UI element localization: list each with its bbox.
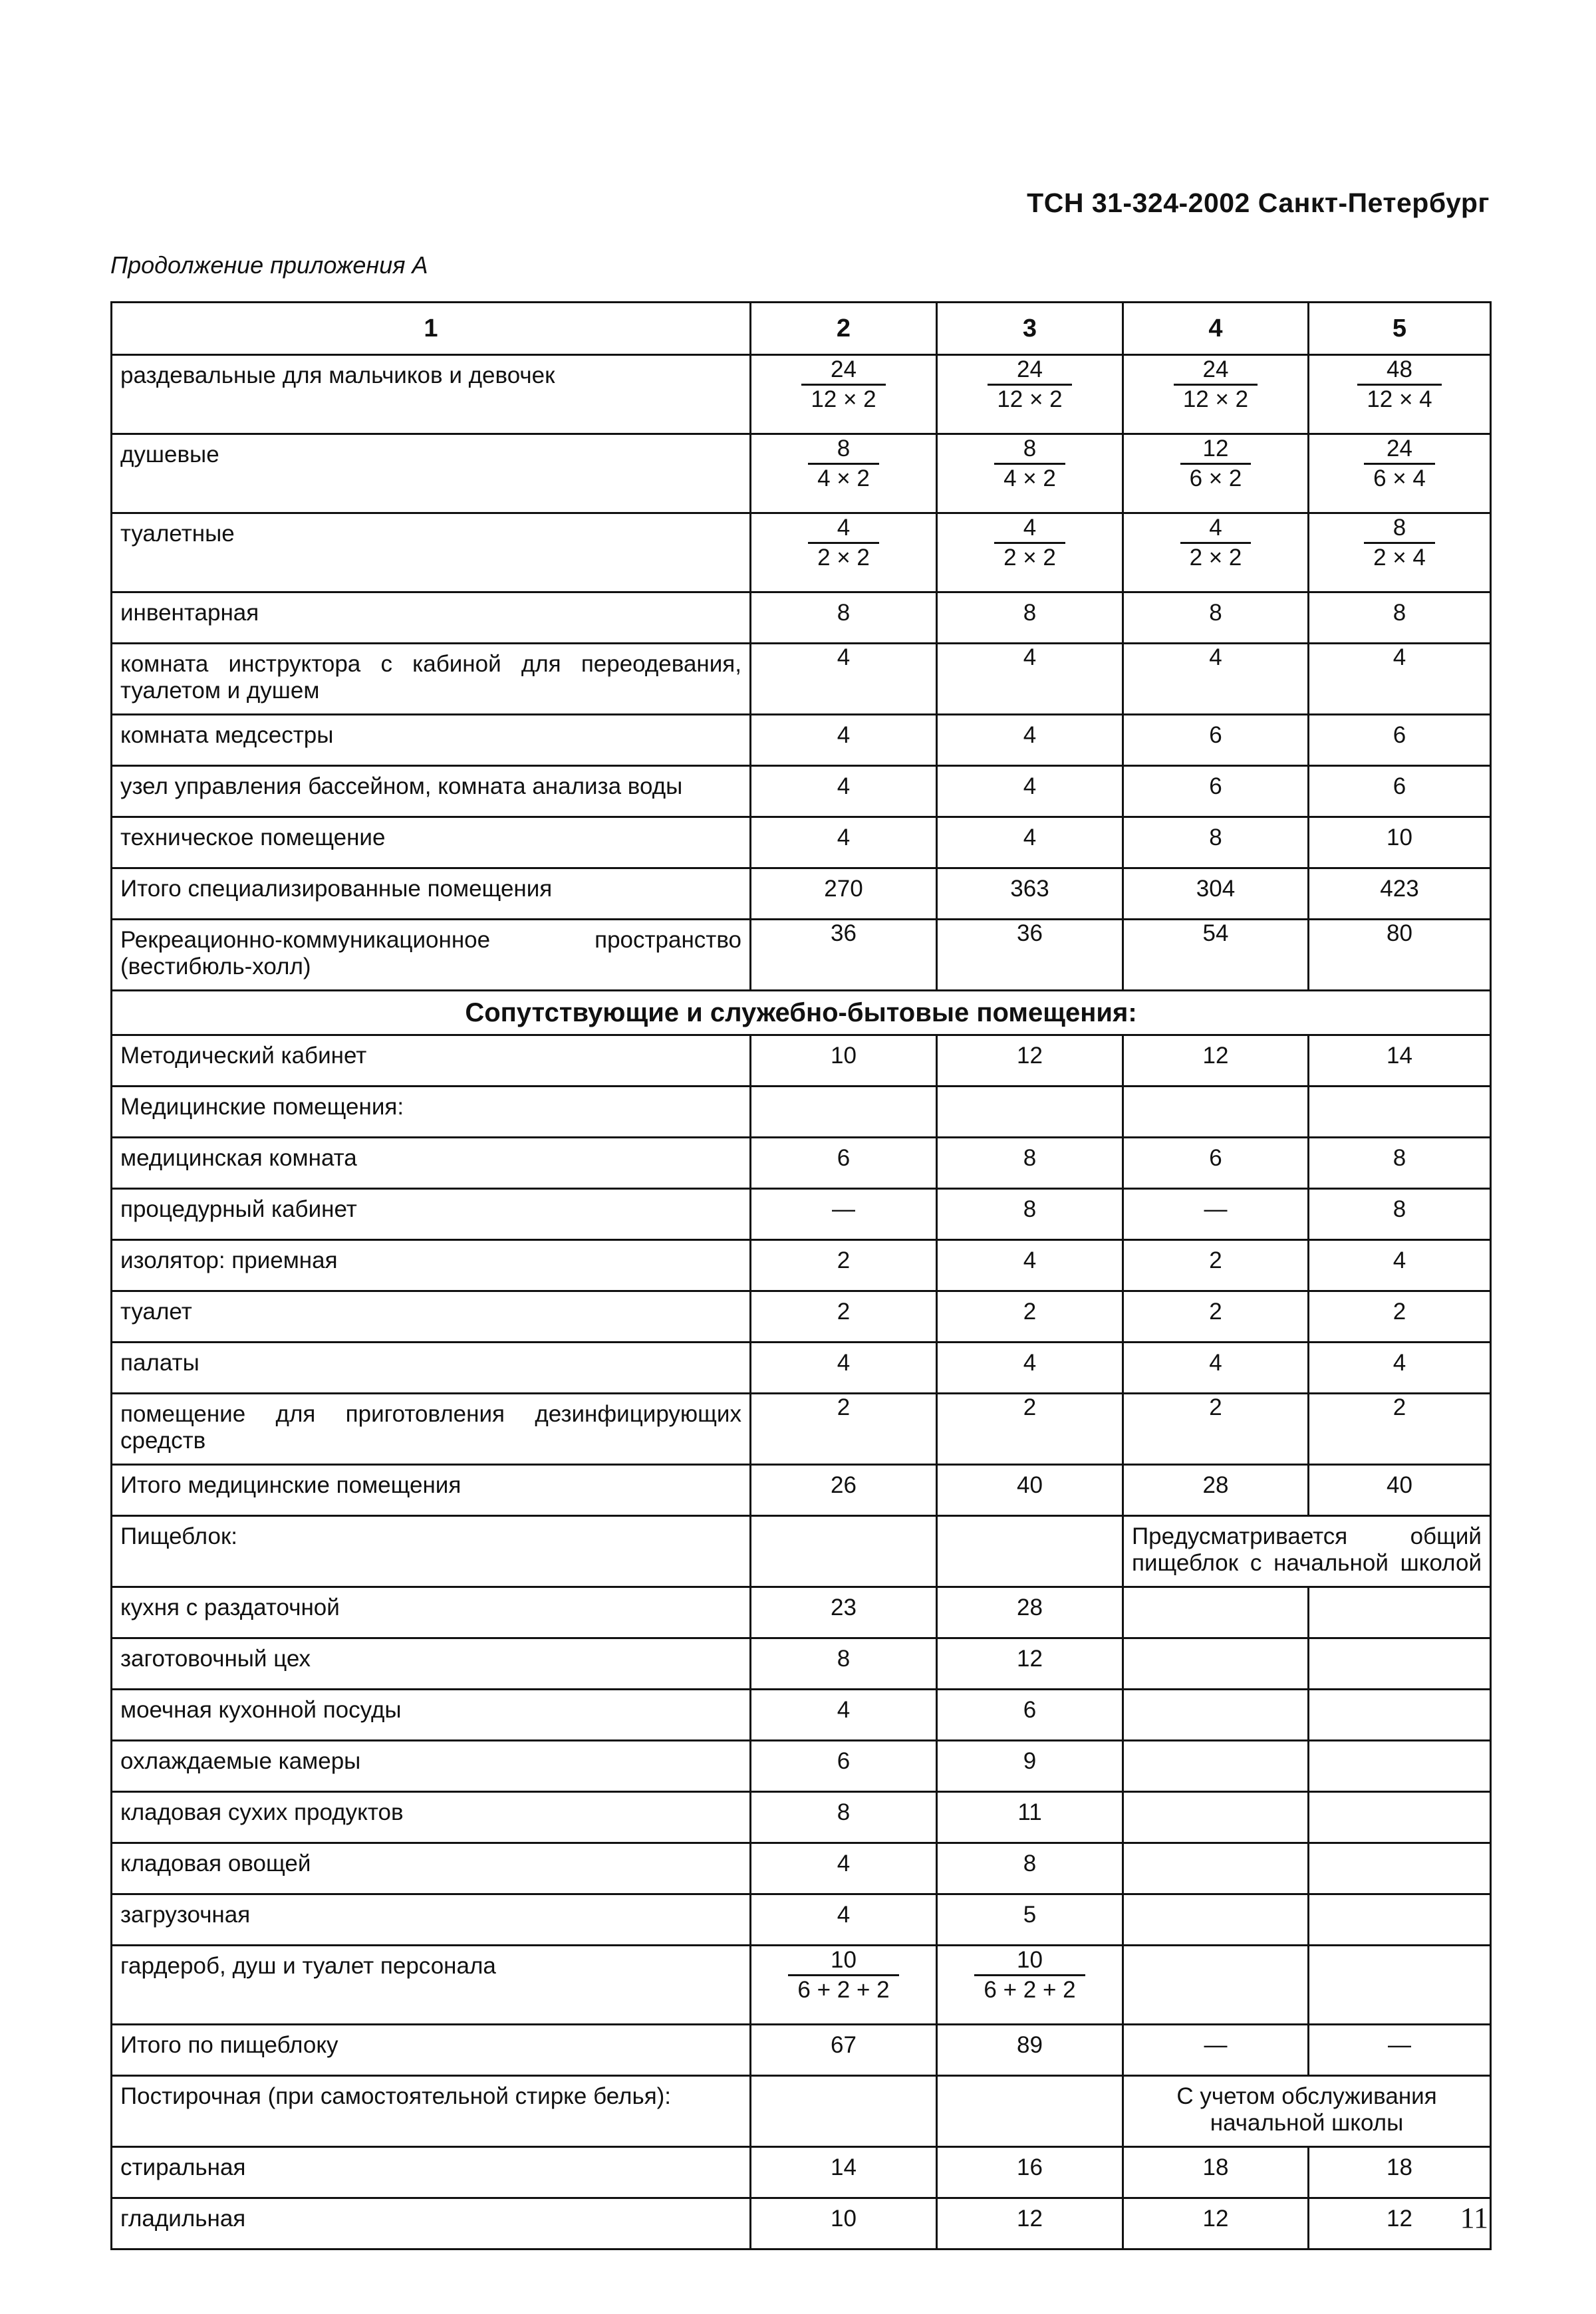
fraction-denominator: 12 × 2 xyxy=(997,386,1063,412)
row-label: гардероб, душ и туалет персонала xyxy=(112,1946,751,2025)
value-cell xyxy=(1123,1894,1309,1946)
value-cell: 8 xyxy=(1123,592,1309,644)
value-cell: 4 xyxy=(751,644,937,715)
value-cell xyxy=(1123,1843,1309,1894)
table-row xyxy=(112,592,1491,644)
row-label: кладовая овощей xyxy=(112,1843,751,1894)
value-cell: 8 xyxy=(1309,1189,1491,1240)
value-cell: 4 xyxy=(937,766,1123,817)
value-cell xyxy=(1123,1087,1309,1138)
column-header: 3 xyxy=(937,303,1123,355)
fraction-numerator: 24 xyxy=(1364,435,1435,465)
fraction-numerator: 10 xyxy=(788,1946,898,1976)
value-cell: 2 xyxy=(1309,1394,1491,1465)
value-cell: 4 xyxy=(937,817,1123,868)
value-cell: 12 xyxy=(1123,1035,1309,1087)
value-cell xyxy=(1123,1690,1309,1741)
fraction-cell xyxy=(1123,355,1309,434)
fraction-cell xyxy=(1123,434,1309,513)
fraction-denominator: 6 + 2 + 2 xyxy=(984,1977,1076,2003)
value-cell: 18 xyxy=(1309,2147,1491,2198)
value-cell: 10 xyxy=(1309,817,1491,868)
fraction-cell xyxy=(751,513,937,592)
row-label: загрузочная xyxy=(112,1894,751,1946)
section-title: Сопутствующие и служебно-бытовые помещения: xyxy=(112,991,1491,1035)
value-cell: 6 xyxy=(751,1741,937,1792)
value-cell: 4 xyxy=(751,1690,937,1741)
value-cell: 8 xyxy=(751,1792,937,1843)
value-cell: 6 xyxy=(1123,766,1309,817)
value-cell: — xyxy=(1309,2025,1491,2076)
table-row xyxy=(112,434,1491,513)
value-cell: 8 xyxy=(751,1638,937,1690)
row-label: кладовая сухих продуктов xyxy=(112,1792,751,1843)
table-row xyxy=(112,2076,1491,2147)
document-code: ТСН 31-324-2002 Санкт-Петербург xyxy=(1027,188,1490,218)
value-cell: 8 xyxy=(1123,817,1309,868)
value-cell xyxy=(1123,1792,1309,1843)
value-cell: 4 xyxy=(937,715,1123,766)
value-cell: 423 xyxy=(1309,868,1491,920)
table-row xyxy=(112,766,1491,817)
table-row xyxy=(112,1741,1491,1792)
page-number: 11 xyxy=(1460,2202,1488,2234)
table-row xyxy=(112,513,1491,592)
value-cell: 10 xyxy=(751,1035,937,1087)
table-row xyxy=(112,1946,1491,2025)
section-row xyxy=(112,991,1491,1035)
value-cell: 6 xyxy=(1123,715,1309,766)
fraction-denominator: 2 × 4 xyxy=(1373,545,1426,571)
value-cell: 12 xyxy=(937,2198,1123,2250)
value-cell xyxy=(1123,1638,1309,1690)
fraction-denominator: 4 × 2 xyxy=(1003,465,1056,491)
row-label: комната инструктора с кабиной для переодевания, туалетом и душем xyxy=(112,644,751,715)
value-cell: 12 xyxy=(937,1638,1123,1690)
fraction-cell xyxy=(751,355,937,434)
fraction-numerator: 8 xyxy=(994,435,1065,465)
table-row xyxy=(112,1894,1491,1946)
table-row xyxy=(112,920,1491,991)
value-cell: 5 xyxy=(937,1894,1123,1946)
table-row xyxy=(112,2198,1491,2250)
value-cell: 8 xyxy=(751,592,937,644)
value-cell: 4 xyxy=(1309,644,1491,715)
value-cell: 6 xyxy=(751,1138,937,1189)
value-cell: 8 xyxy=(937,1843,1123,1894)
value-cell xyxy=(1309,1843,1491,1894)
value-cell xyxy=(1309,1741,1491,1792)
row-label: душевые xyxy=(112,434,751,513)
fraction-denominator: 12 × 2 xyxy=(1182,386,1249,412)
value-cell: 6 xyxy=(1123,1138,1309,1189)
fraction-denominator: 2 × 2 xyxy=(817,545,870,571)
row-label: Итого медицинские помещения xyxy=(112,1465,751,1516)
value-cell: 40 xyxy=(937,1465,1123,1516)
value-cell: 8 xyxy=(1309,1138,1491,1189)
fraction-cell xyxy=(937,355,1123,434)
value-cell: 8 xyxy=(1309,592,1491,644)
value-cell: 36 xyxy=(751,920,937,991)
header-row xyxy=(112,303,1491,355)
food-note: Предусматривается общий пищеблок с начальной школой xyxy=(1123,1516,1491,1587)
value-cell: 2 xyxy=(1123,1291,1309,1343)
column-header: 5 xyxy=(1309,303,1491,355)
table-row xyxy=(112,1343,1491,1394)
fraction-numerator: 24 xyxy=(801,356,885,386)
fraction-numerator: 4 xyxy=(994,514,1065,544)
fraction-numerator: 8 xyxy=(1364,514,1435,544)
value-cell: 12 xyxy=(1123,2198,1309,2250)
row-label: охлаждаемые камеры xyxy=(112,1741,751,1792)
fraction-numerator: 4 xyxy=(808,514,879,544)
fraction-cell xyxy=(937,434,1123,513)
value-cell: 89 xyxy=(937,2025,1123,2076)
value-cell: 2 xyxy=(937,1394,1123,1465)
value-cell: 28 xyxy=(937,1587,1123,1638)
value-cell: 16 xyxy=(937,2147,1123,2198)
table-row xyxy=(112,1690,1491,1741)
value-cell: 10 xyxy=(751,2198,937,2250)
table-row xyxy=(112,1291,1491,1343)
table-row xyxy=(112,1638,1491,1690)
fraction-cell xyxy=(937,1946,1123,2025)
value-cell: 2 xyxy=(937,1291,1123,1343)
value-cell: 4 xyxy=(937,644,1123,715)
table-row xyxy=(112,1792,1491,1843)
value-cell: 4 xyxy=(751,1343,937,1394)
fraction-cell xyxy=(1309,355,1491,434)
table-row xyxy=(112,1465,1491,1516)
value-cell xyxy=(937,2076,1123,2147)
table-row xyxy=(112,1240,1491,1291)
row-label: изолятор: приемная xyxy=(112,1240,751,1291)
value-cell: 4 xyxy=(751,1843,937,1894)
value-cell: — xyxy=(751,1189,937,1240)
fraction-cell xyxy=(1309,513,1491,592)
value-cell xyxy=(937,1516,1123,1587)
row-label: Рекреационно-коммуникационное пространство (вестибюль-холл) xyxy=(112,920,751,991)
fraction-numerator: 12 xyxy=(1180,435,1252,465)
fraction-denominator: 6 × 2 xyxy=(1189,465,1242,491)
row-label: Постирочная (при самостоятельной стирке белья): xyxy=(112,2076,751,2147)
value-cell: 2 xyxy=(1123,1394,1309,1465)
value-cell xyxy=(1123,1587,1309,1638)
value-cell: 23 xyxy=(751,1587,937,1638)
value-cell: 8 xyxy=(937,1138,1123,1189)
fraction-numerator: 48 xyxy=(1357,356,1441,386)
row-label: узел управления бассейном, комната анализа воды xyxy=(112,766,751,817)
fraction-denominator: 2 × 2 xyxy=(1003,545,1056,571)
table-row xyxy=(112,1394,1491,1465)
table-row xyxy=(112,1516,1491,1587)
value-cell: 4 xyxy=(1123,644,1309,715)
value-cell: 6 xyxy=(1309,715,1491,766)
value-cell: 2 xyxy=(751,1291,937,1343)
fraction-cell xyxy=(751,1946,937,2025)
fraction-numerator: 4 xyxy=(1180,514,1252,544)
value-cell: — xyxy=(1123,2025,1309,2076)
value-cell: — xyxy=(1123,1189,1309,1240)
value-cell: 67 xyxy=(751,2025,937,2076)
value-cell: 80 xyxy=(1309,920,1491,991)
value-cell: 14 xyxy=(751,2147,937,2198)
appendix-table xyxy=(110,301,1492,2250)
value-cell: 12 xyxy=(937,1035,1123,1087)
fraction-numerator: 10 xyxy=(974,1946,1085,1976)
table-row xyxy=(112,355,1491,434)
table-row xyxy=(112,644,1491,715)
fraction-cell xyxy=(1123,513,1309,592)
column-header: 4 xyxy=(1123,303,1309,355)
value-cell: 6 xyxy=(937,1690,1123,1741)
value-cell xyxy=(751,1516,937,1587)
value-cell: 363 xyxy=(937,868,1123,920)
value-cell: 11 xyxy=(937,1792,1123,1843)
value-cell: 8 xyxy=(937,1189,1123,1240)
row-label: процедурный кабинет xyxy=(112,1189,751,1240)
row-label: гладильная xyxy=(112,2198,751,2250)
fraction-denominator: 4 × 2 xyxy=(817,465,870,491)
row-label: Пищеблок: xyxy=(112,1516,751,1587)
value-cell: 4 xyxy=(751,817,937,868)
fraction-cell xyxy=(937,513,1123,592)
row-label: палаты xyxy=(112,1343,751,1394)
row-label: Методический кабинет xyxy=(112,1035,751,1087)
value-cell: 4 xyxy=(1309,1343,1491,1394)
value-cell: 8 xyxy=(937,592,1123,644)
value-cell: 4 xyxy=(751,1894,937,1946)
row-label: медицинская комната xyxy=(112,1138,751,1189)
fraction-denominator: 12 × 2 xyxy=(811,386,876,412)
value-cell: 54 xyxy=(1123,920,1309,991)
table-row xyxy=(112,1587,1491,1638)
row-label: Итого по пищеблоку xyxy=(112,2025,751,2076)
table-row xyxy=(112,1035,1491,1087)
table-row xyxy=(112,1087,1491,1138)
value-cell: 40 xyxy=(1309,1465,1491,1516)
value-cell: 2 xyxy=(751,1240,937,1291)
table-row xyxy=(112,1843,1491,1894)
row-label: стиральная xyxy=(112,2147,751,2198)
row-label: инвентарная xyxy=(112,592,751,644)
column-header: 1 xyxy=(112,303,751,355)
value-cell: 4 xyxy=(751,766,937,817)
fraction-numerator: 24 xyxy=(988,356,1071,386)
value-cell: 2 xyxy=(1123,1240,1309,1291)
value-cell: 2 xyxy=(1309,1291,1491,1343)
value-cell xyxy=(1123,1741,1309,1792)
value-cell xyxy=(1309,1587,1491,1638)
table-row xyxy=(112,2147,1491,2198)
table-row xyxy=(112,817,1491,868)
value-cell xyxy=(1309,1638,1491,1690)
row-label: заготовочный цех xyxy=(112,1638,751,1690)
row-label: техническое помещение xyxy=(112,817,751,868)
fraction-numerator: 24 xyxy=(1174,356,1258,386)
value-cell: 36 xyxy=(937,920,1123,991)
value-cell xyxy=(751,2076,937,2147)
column-header: 2 xyxy=(751,303,937,355)
value-cell xyxy=(751,1087,937,1138)
row-label: туалет xyxy=(112,1291,751,1343)
laundry-note: С учетом обслуживания начальной школы xyxy=(1123,2076,1491,2147)
table-row xyxy=(112,715,1491,766)
value-cell: 18 xyxy=(1123,2147,1309,2198)
fraction-denominator: 2 × 2 xyxy=(1189,545,1242,571)
continuation-caption: Продолжение приложения А xyxy=(110,251,428,279)
value-cell: 2 xyxy=(751,1394,937,1465)
value-cell xyxy=(1309,1087,1491,1138)
value-cell: 9 xyxy=(937,1741,1123,1792)
fraction-denominator: 6 + 2 + 2 xyxy=(797,1977,890,2003)
value-cell: 28 xyxy=(1123,1465,1309,1516)
row-label: моечная кухонной посуды xyxy=(112,1690,751,1741)
fraction-denominator: 12 × 4 xyxy=(1367,386,1432,412)
value-cell xyxy=(1309,1690,1491,1741)
table-row xyxy=(112,2025,1491,2076)
table-row xyxy=(112,1138,1491,1189)
value-cell xyxy=(1309,1946,1491,2025)
value-cell: 26 xyxy=(751,1465,937,1516)
table-row xyxy=(112,1189,1491,1240)
value-cell xyxy=(1123,1946,1309,2025)
value-cell xyxy=(1309,1792,1491,1843)
fraction-cell xyxy=(1309,434,1491,513)
table-row xyxy=(112,868,1491,920)
row-label: помещение для приготовления дезинфицирующих средств xyxy=(112,1394,751,1465)
value-cell xyxy=(937,1087,1123,1138)
fraction-numerator: 8 xyxy=(808,435,879,465)
fraction-cell xyxy=(751,434,937,513)
row-label: комната медсестры xyxy=(112,715,751,766)
value-cell: 4 xyxy=(1309,1240,1491,1291)
value-cell: 4 xyxy=(1123,1343,1309,1394)
value-cell: 4 xyxy=(937,1343,1123,1394)
row-label: кухня с раздаточной xyxy=(112,1587,751,1638)
row-label: раздевальные для мальчиков и девочек xyxy=(112,355,751,434)
value-cell: 6 xyxy=(1309,766,1491,817)
value-cell: 304 xyxy=(1123,868,1309,920)
row-label: Итого специализированные помещения xyxy=(112,868,751,920)
row-label: туалетные xyxy=(112,513,751,592)
row-label: Медицинские помещения: xyxy=(112,1087,751,1138)
fraction-denominator: 6 × 4 xyxy=(1373,465,1426,491)
value-cell: 4 xyxy=(751,715,937,766)
value-cell: 4 xyxy=(937,1240,1123,1291)
value-cell: 12 xyxy=(1309,2198,1491,2250)
value-cell: 270 xyxy=(751,868,937,920)
value-cell: 14 xyxy=(1309,1035,1491,1087)
value-cell xyxy=(1309,1894,1491,1946)
